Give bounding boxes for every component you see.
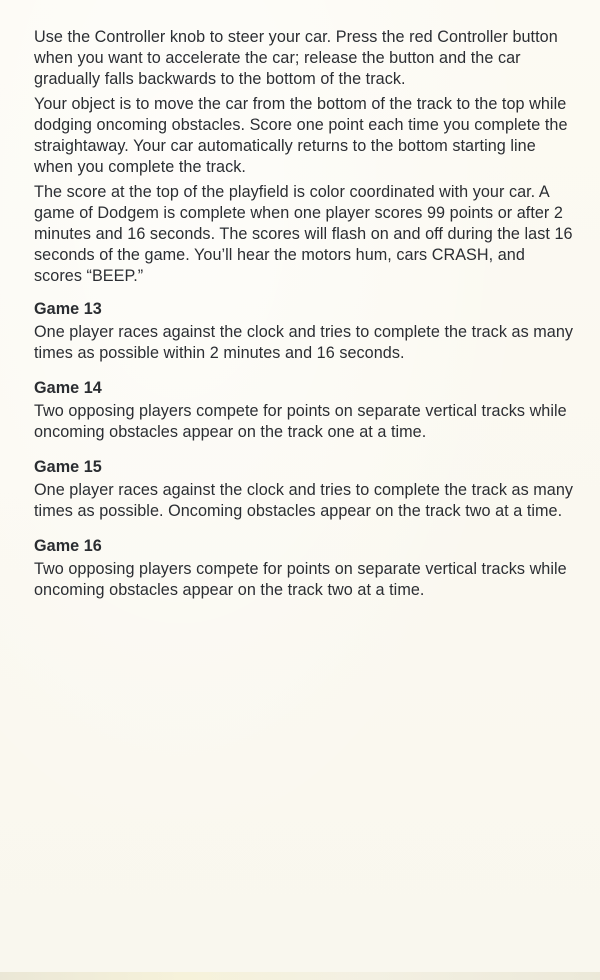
game-title: Game 13 (34, 300, 102, 318)
game-title: Game 14 (34, 379, 102, 397)
instruction-paragraph-scoring: The score at the top of the playfield is color coordinated with your car. A game of Dodgem is complete when one player scores 99 points or after 2 minutes and 16 seconds. The scores will flash on and off during the last 16 seconds of the game. You’ll hear the motors hum, cars CRASH, and scores “BEEP.” (34, 183, 573, 285)
game-description: Two opposing players compete for points on separate vertical tracks while oncoming obstacles appear on the track one at a time. (34, 402, 567, 441)
game-title: Game 16 (34, 537, 102, 555)
game-section-14 (34, 378, 574, 443)
game-description: One player races against the clock and tries to complete the track as many times as possible. Oncoming obstacles appear on the track two at a time. (34, 481, 574, 520)
page-content (34, 27, 574, 601)
game-section-16 (34, 536, 574, 601)
instruction-paragraph-objective: Your object is to move the car from the bottom of the track to the top while dodging oncoming obstacles. Score one point each time you complete the straightaway. Your car automatically returns to the bottom starting line when you complete the track. (34, 95, 568, 176)
game-title: Game 15 (34, 458, 102, 476)
game-section-15 (34, 457, 574, 522)
game-description: Two opposing players compete for points on separate vertical tracks while oncoming obstacles appear on the track two at a time. (34, 560, 567, 599)
game-description: One player races against the clock and tries to complete the track as many times as possible within 2 minutes and 16 seconds. (34, 323, 574, 362)
instruction-paragraph-steering: Use the Controller knob to steer your car. Press the red Controller button when you want to accelerate the car; release the button and the car gradually falls backwards to the bottom of the track. (34, 28, 558, 88)
page-bottom-edge (0, 972, 600, 980)
game-section-13 (34, 299, 574, 364)
